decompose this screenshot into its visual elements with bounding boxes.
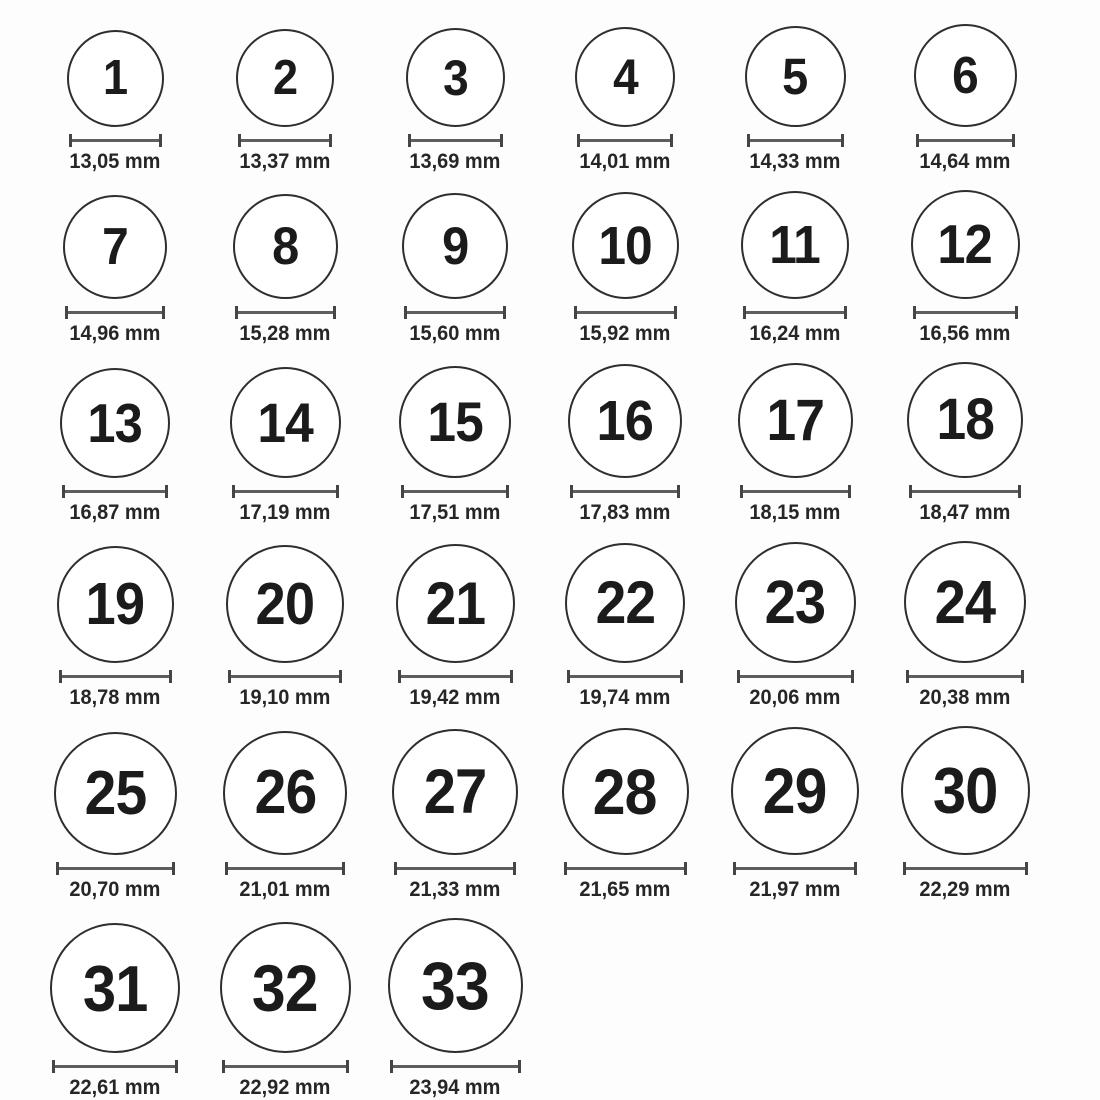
size-number: 5 bbox=[782, 48, 808, 105]
right-tick bbox=[674, 306, 677, 319]
ring-size-cell bbox=[540, 728, 710, 902]
line-bar bbox=[393, 1065, 518, 1068]
ring-size-cell bbox=[200, 731, 370, 902]
diameter-line bbox=[222, 1060, 349, 1073]
diameter-label: 17,51 mm bbox=[409, 501, 501, 524]
ring-size-cell bbox=[710, 26, 880, 174]
right-tick bbox=[1018, 485, 1021, 498]
ring-size-cell bbox=[710, 191, 880, 346]
size-circle bbox=[223, 731, 347, 855]
right-tick bbox=[1025, 862, 1028, 875]
size-number: 27 bbox=[423, 756, 487, 827]
line-bar bbox=[567, 867, 684, 870]
diameter-line bbox=[913, 306, 1018, 319]
size-circle bbox=[901, 726, 1030, 855]
diameter-line bbox=[69, 134, 162, 147]
size-row bbox=[30, 190, 1100, 346]
right-tick bbox=[169, 670, 172, 683]
right-tick bbox=[844, 306, 847, 319]
right-tick bbox=[159, 134, 162, 147]
ring-size-cell bbox=[30, 732, 200, 902]
size-row bbox=[30, 362, 1100, 525]
diameter-label: 17,19 mm bbox=[239, 501, 331, 524]
diameter-label: 19,42 mm bbox=[409, 686, 501, 709]
size-number: 4 bbox=[612, 49, 638, 105]
size-circle bbox=[745, 26, 846, 127]
diameter-label: 18,47 mm bbox=[919, 501, 1011, 524]
diameter-label: 16,24 mm bbox=[749, 322, 841, 345]
size-circle bbox=[392, 729, 518, 855]
diameter-label: 14,64 mm bbox=[919, 150, 1011, 173]
size-circle bbox=[565, 543, 685, 663]
size-number: 32 bbox=[252, 950, 318, 1025]
size-circle bbox=[735, 542, 856, 663]
right-tick bbox=[500, 134, 503, 147]
ring-size-cell bbox=[880, 541, 1050, 710]
line-bar bbox=[411, 139, 500, 142]
size-circle bbox=[911, 190, 1020, 299]
ring-size-cell bbox=[540, 192, 710, 346]
right-tick bbox=[506, 485, 509, 498]
diameter-line bbox=[909, 485, 1021, 498]
size-circle bbox=[63, 195, 167, 299]
size-circle bbox=[60, 368, 170, 478]
diameter-label: 18,78 mm bbox=[69, 686, 161, 709]
line-bar bbox=[72, 139, 159, 142]
size-row bbox=[30, 726, 1100, 902]
ring-size-cell bbox=[30, 195, 200, 346]
size-number: 7 bbox=[102, 218, 128, 276]
line-bar bbox=[235, 490, 336, 493]
ring-size-cell bbox=[370, 28, 540, 174]
ring-size-cell bbox=[710, 727, 880, 902]
size-circle bbox=[220, 922, 351, 1053]
size-circle bbox=[233, 194, 338, 299]
diameter-label: 19,10 mm bbox=[239, 686, 331, 709]
ring-size-cell bbox=[710, 542, 880, 710]
right-tick bbox=[172, 862, 175, 875]
right-tick bbox=[841, 134, 844, 147]
line-bar bbox=[906, 867, 1025, 870]
diameter-line bbox=[394, 862, 516, 875]
right-tick bbox=[503, 306, 506, 319]
line-bar bbox=[231, 675, 339, 678]
diameter-label: 20,70 mm bbox=[69, 878, 161, 901]
size-circle bbox=[572, 192, 679, 299]
ring-size-cell bbox=[710, 363, 880, 525]
line-bar bbox=[909, 675, 1021, 678]
line-bar bbox=[404, 490, 506, 493]
ring-size-cell bbox=[540, 364, 710, 525]
right-tick bbox=[684, 862, 687, 875]
diameter-line bbox=[903, 862, 1028, 875]
diameter-line bbox=[56, 862, 175, 875]
right-tick bbox=[851, 670, 854, 683]
right-tick bbox=[1012, 134, 1015, 147]
size-number: 6 bbox=[952, 46, 978, 105]
ring-size-cell bbox=[370, 729, 540, 902]
diameter-label: 22,29 mm bbox=[919, 878, 1011, 901]
size-circle bbox=[388, 918, 523, 1053]
right-tick bbox=[336, 485, 339, 498]
ring-size-cell bbox=[540, 27, 710, 174]
diameter-line bbox=[404, 306, 506, 319]
ring-size-cell bbox=[880, 362, 1050, 525]
ring-size-cell bbox=[200, 29, 370, 174]
size-circle bbox=[914, 24, 1017, 127]
ring-size-cell bbox=[30, 923, 200, 1100]
line-bar bbox=[228, 867, 342, 870]
size-circle bbox=[741, 191, 849, 299]
line-bar bbox=[238, 311, 333, 314]
diameter-line bbox=[740, 485, 851, 498]
right-tick bbox=[518, 1060, 521, 1073]
line-bar bbox=[407, 311, 503, 314]
diameter-label: 13,05 mm bbox=[69, 150, 161, 173]
diameter-line bbox=[747, 134, 844, 147]
diameter-line bbox=[235, 306, 336, 319]
line-bar bbox=[62, 675, 169, 678]
diameter-label: 16,56 mm bbox=[919, 322, 1011, 345]
size-circle bbox=[738, 363, 853, 478]
size-number: 26 bbox=[254, 758, 316, 827]
line-bar bbox=[736, 867, 854, 870]
ring-size-cell bbox=[30, 368, 200, 525]
diameter-line bbox=[401, 485, 509, 498]
diameter-line bbox=[743, 306, 847, 319]
size-circle bbox=[54, 732, 177, 855]
diameter-label: 21,65 mm bbox=[579, 878, 671, 901]
size-number: 19 bbox=[85, 571, 145, 637]
right-tick bbox=[342, 862, 345, 875]
ring-size-cell bbox=[540, 543, 710, 710]
size-circle bbox=[904, 541, 1026, 663]
ring-size-cell bbox=[370, 918, 540, 1100]
size-circle bbox=[396, 544, 515, 663]
size-number: 31 bbox=[82, 951, 148, 1025]
ring-size-cell bbox=[370, 366, 540, 525]
diameter-line bbox=[238, 134, 332, 147]
line-bar bbox=[746, 311, 844, 314]
line-bar bbox=[912, 490, 1018, 493]
diameter-label: 14,01 mm bbox=[579, 150, 671, 173]
ring-size-cell bbox=[200, 194, 370, 346]
size-row bbox=[30, 24, 1100, 174]
size-number: 23 bbox=[764, 568, 826, 636]
right-tick bbox=[346, 1060, 349, 1073]
size-circle bbox=[402, 193, 508, 299]
size-circle bbox=[57, 546, 174, 663]
diameter-label: 15,60 mm bbox=[409, 322, 501, 345]
diameter-line bbox=[906, 670, 1024, 683]
size-number: 9 bbox=[441, 216, 469, 276]
right-tick bbox=[510, 670, 513, 683]
size-number: 3 bbox=[442, 49, 468, 106]
ring-size-cell bbox=[880, 190, 1050, 346]
size-number: 29 bbox=[763, 755, 827, 827]
size-number: 30 bbox=[932, 754, 998, 827]
line-bar bbox=[750, 139, 841, 142]
size-number: 22 bbox=[595, 569, 655, 636]
line-bar bbox=[743, 490, 848, 493]
diameter-label: 22,61 mm bbox=[69, 1076, 161, 1099]
diameter-line bbox=[65, 306, 165, 319]
line-bar bbox=[68, 311, 162, 314]
size-number: 12 bbox=[937, 213, 993, 275]
size-number: 16 bbox=[596, 388, 654, 453]
diameter-line bbox=[225, 862, 345, 875]
line-bar bbox=[241, 139, 329, 142]
right-tick bbox=[670, 134, 673, 147]
diameter-line bbox=[567, 670, 683, 683]
diameter-label: 20,06 mm bbox=[749, 686, 841, 709]
size-circle bbox=[226, 545, 344, 663]
diameter-label: 17,83 mm bbox=[579, 501, 671, 524]
line-bar bbox=[577, 311, 674, 314]
diameter-label: 14,96 mm bbox=[69, 322, 161, 345]
ring-size-cell bbox=[200, 545, 370, 710]
diameter-line bbox=[408, 134, 503, 147]
size-row bbox=[30, 541, 1100, 710]
size-number: 8 bbox=[271, 217, 299, 276]
diameter-line bbox=[59, 670, 172, 683]
size-number: 20 bbox=[255, 570, 315, 637]
right-tick bbox=[339, 670, 342, 683]
diameter-line bbox=[574, 306, 677, 319]
ring-size-cell bbox=[30, 30, 200, 174]
diameter-label: 16,87 mm bbox=[69, 501, 161, 524]
size-number: 11 bbox=[769, 215, 821, 275]
line-bar bbox=[225, 1065, 346, 1068]
diameter-label: 18,15 mm bbox=[749, 501, 841, 524]
diameter-line bbox=[564, 862, 687, 875]
size-circle bbox=[568, 364, 682, 478]
diameter-line bbox=[398, 670, 513, 683]
right-tick bbox=[680, 670, 683, 683]
diameter-label: 15,28 mm bbox=[239, 322, 331, 345]
ring-size-cell bbox=[370, 544, 540, 710]
ring-size-cell bbox=[880, 24, 1050, 174]
diameter-line bbox=[232, 485, 339, 498]
diameter-line bbox=[916, 134, 1015, 147]
size-number: 21 bbox=[425, 569, 485, 637]
right-tick bbox=[677, 485, 680, 498]
line-bar bbox=[573, 490, 677, 493]
size-circle bbox=[399, 366, 511, 478]
diameter-label: 22,92 mm bbox=[239, 1076, 331, 1099]
right-tick bbox=[333, 306, 336, 319]
diameter-line bbox=[737, 670, 854, 683]
line-bar bbox=[397, 867, 513, 870]
ring-size-cell bbox=[30, 546, 200, 710]
ring-size-cell bbox=[370, 193, 540, 346]
diameter-line bbox=[577, 134, 673, 147]
size-circle bbox=[67, 30, 164, 127]
size-number: 18 bbox=[936, 387, 994, 452]
size-number: 1 bbox=[102, 51, 128, 105]
right-tick bbox=[165, 485, 168, 498]
size-circle bbox=[731, 727, 859, 855]
size-circle bbox=[575, 27, 675, 127]
size-circle bbox=[406, 28, 505, 127]
diameter-label: 13,37 mm bbox=[239, 150, 331, 173]
right-tick bbox=[1015, 306, 1018, 319]
diameter-line bbox=[390, 1060, 521, 1073]
diameter-line bbox=[228, 670, 342, 683]
line-bar bbox=[919, 139, 1012, 142]
size-number: 13 bbox=[87, 391, 143, 454]
size-number: 25 bbox=[84, 758, 146, 828]
right-tick bbox=[1021, 670, 1024, 683]
size-number: 10 bbox=[598, 215, 652, 276]
line-bar bbox=[401, 675, 510, 678]
right-tick bbox=[162, 306, 165, 319]
line-bar bbox=[59, 867, 172, 870]
size-number: 28 bbox=[593, 755, 657, 828]
diameter-label: 13,69 mm bbox=[409, 150, 501, 173]
line-bar bbox=[570, 675, 680, 678]
size-circle bbox=[50, 923, 180, 1053]
diameter-label: 15,92 mm bbox=[579, 322, 671, 345]
line-bar bbox=[740, 675, 851, 678]
line-bar bbox=[55, 1065, 175, 1068]
size-row bbox=[30, 918, 1100, 1100]
ring-size-cell bbox=[880, 726, 1050, 902]
size-circle bbox=[236, 29, 334, 127]
diameter-label: 14,33 mm bbox=[749, 150, 841, 173]
size-number: 2 bbox=[272, 50, 298, 105]
ring-size-cell bbox=[200, 367, 370, 525]
right-tick bbox=[329, 134, 332, 147]
right-tick bbox=[848, 485, 851, 498]
size-number: 17 bbox=[766, 387, 824, 453]
size-circle bbox=[907, 362, 1023, 478]
size-number: 24 bbox=[934, 567, 996, 636]
line-bar bbox=[580, 139, 670, 142]
diameter-line bbox=[52, 1060, 178, 1073]
line-bar bbox=[65, 490, 165, 493]
diameter-label: 23,94 mm bbox=[409, 1076, 501, 1099]
diameter-label: 21,97 mm bbox=[749, 878, 841, 901]
diameter-label: 19,74 mm bbox=[579, 686, 671, 709]
diameter-label: 21,33 mm bbox=[409, 878, 501, 901]
size-grid bbox=[30, 24, 1100, 1100]
size-circle bbox=[562, 728, 689, 855]
size-number: 15 bbox=[427, 390, 483, 453]
diameter-label: 21,01 mm bbox=[239, 878, 331, 901]
size-number: 33 bbox=[421, 947, 489, 1024]
diameter-line bbox=[62, 485, 168, 498]
right-tick bbox=[175, 1060, 178, 1073]
ring-size-cell bbox=[200, 922, 370, 1100]
diameter-line bbox=[570, 485, 680, 498]
right-tick bbox=[854, 862, 857, 875]
diameter-label: 20,38 mm bbox=[919, 686, 1011, 709]
line-bar bbox=[916, 311, 1015, 314]
right-tick bbox=[513, 862, 516, 875]
diameter-line bbox=[733, 862, 857, 875]
size-number: 14 bbox=[257, 390, 313, 454]
size-circle bbox=[230, 367, 341, 478]
